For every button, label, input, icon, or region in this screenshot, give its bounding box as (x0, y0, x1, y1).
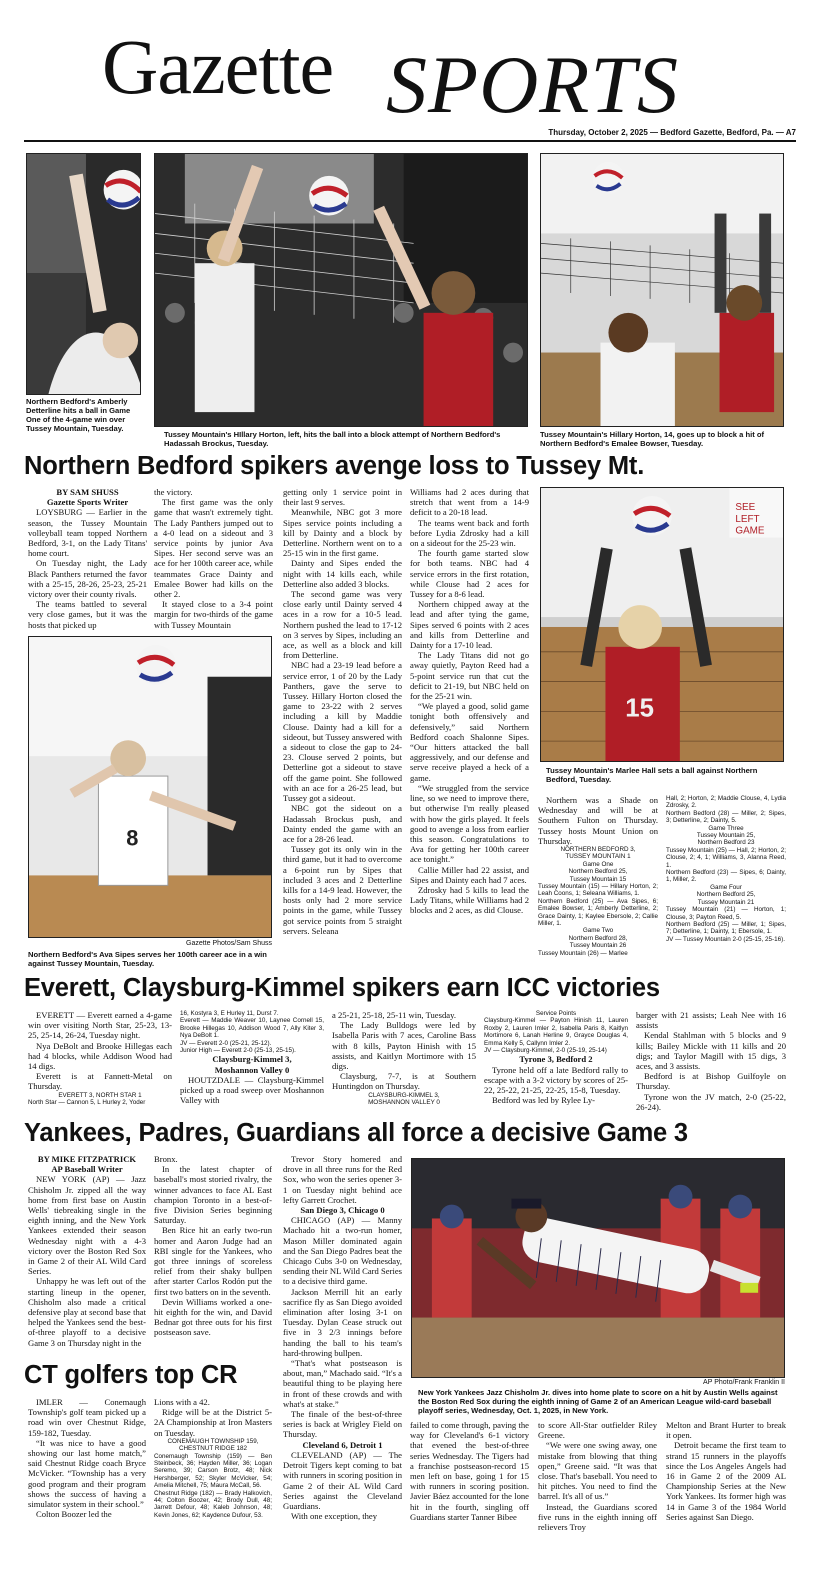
paragraph: Melton and Brant Hurter to break it open. (666, 1420, 786, 1441)
paragraph: Instead, the Guardians scored five runs in the eighth inning off relievers Troy (538, 1501, 657, 1533)
story3-byline: BY MIKE FITZPATRICK (37, 1154, 137, 1164)
subhead: San Diego 3, Chicago 0 (300, 1205, 385, 1216)
paragraph: NBC got the sideout on a Hadassah Brockus push, and Dainty ended the game with an ace for a 28-26 lead. (283, 803, 402, 844)
story3-col6 (666, 1420, 786, 1562)
paragraph: Trevor Story homered and drove in all three runs for the Red Sox, who won the series opener 3-1 on Tuesday night behind ace lefty Garrett Crochet. (283, 1154, 402, 1205)
box-line: Northern Bedford (28) — Miller, 2; Sipes, 3; Detterline, 2; Dainty, 5. (666, 809, 786, 825)
paragraph: Dainty and Sipes ended the night with 14 kills each, while Detterline also added 3 blocks. (283, 558, 402, 589)
story1-byline: BY SAM SHUSS (56, 487, 119, 497)
story1-headline: Northern Bedford spikers avenge loss to Tussey Mt. (24, 452, 645, 480)
paragraph: Tyrone won the JV match, 2-0 (25-22, 26-24). (636, 1091, 786, 1112)
subhead: Cleveland 6, Detroit 1 (302, 1439, 383, 1450)
box-head: NORTHERN BEDFORD 3, (560, 846, 636, 854)
paragraph: Meanwhile, NBC got 3 more Sipes service points including a kill by Dainty and a block by Detterline. Northern went on to a 25-15 win in the first game. (283, 507, 402, 559)
paragraph: The Lady Bulldogs were led by Isabella Paris with 7 aces, Caroline Bass with 8 kills, Payton Hinish with 15 assists, and Kaitlyn Mortimore with 15 digs. (332, 1020, 476, 1072)
photo-horton-block (540, 153, 784, 427)
box-line: Claysburg-Kimmel — Payton Hinish 11, Lauren Roxby 2, Lauren Imler 2, Isabella Paris 8, Kaitlyn Mortimore 6, Lanah Herline 9, Grayce Douglas 4, Emma Kelly 5, Callynn Imler 2. (484, 1017, 628, 1047)
box-line: JV — Everett 2-0 (25-21, 25-12). (180, 1039, 272, 1047)
paragraph: NEW YORK (AP) — Jazz Chisholm Jr. zipped all the way home from first base on Austin Wells' tiebreaking single in the eighth inning, and the New York Yankees extended their season Wednesday night with a 4-3 victory over the Boston Red Sox in Game 2 of their AL Wild Card Series. (28, 1174, 146, 1277)
paragraph: The Lady Titans did not go away quietly, Payton Reed had a 5-point service run that cut the deficit to 21-19, but NBC held on for the 25-21 win. (410, 650, 529, 702)
box-head: MOSHANNON VALLEY 0 (368, 1099, 440, 1107)
story1-role: Gazette Sports Writer (46, 497, 129, 508)
box-line: Tussey Mountain (25) — Hall, 2; Horton, 2; Clouse, 2; 4, 1; Williams, 3, Alanna Reed, 1. (666, 846, 786, 869)
paragraph: “That's what postseason is about, man,” Machado said. “It's a beautiful thing to be playing here in front of these crowds and with what's at stake.” (283, 1358, 402, 1409)
paragraph: failed to come through, paving the way for Cleveland's 6-1 victory that evened the best-of-three series Wednesday. The Tigers had a franchise postseason-record 15 men left on base, going 1 for 15 with runners in scoring position. Javier Báez accounted for the lone hit in the fourth, singling off Guardians starter Tanner Bibee (410, 1420, 529, 1522)
paragraph: EVERETT — Everett earned a 4-game win over visiting North Star, 25-23, 13-25, 25-14, 26-24, Tuesday night. (28, 1010, 172, 1041)
box-head: Tussey Mountain 25, (696, 832, 756, 840)
box-line: Northern Bedford (25) — Miller, 1; Sipes, 7; Detterline, 1; Dainty, 1; Ebersole, 1. (666, 920, 786, 936)
paragraph: It stayed close to a 3-4 point margin for two-thirds of the game with Tussey Mountain (154, 599, 273, 630)
paragraph: The fourth game started slow for both teams. NBC had 4 service errors in the first rotation, while Clouse had 2 aces for Tussey for a 8-6 lead. (410, 548, 529, 600)
caption-hall: Tussey Mountain's Marlee Hall sets a ball against Northern Bedford, Tuesday. (546, 766, 758, 784)
paragraph: Devin Williams worked a one-hit eighth for the win, and David Bednar got three outs for his first postseason save. (154, 1296, 272, 1338)
paragraph: The first game was the only game that wasn't extremely tight. The Lady Panthers jumped out to a 4-0 lead on a sideout and 3 service points by junior Ava Sipes. Her second serve was an ace for her 100th career ace, while teammates Grace Dainty and Emalee Bower had kills on the other 2. (154, 497, 273, 600)
svg-text:8: 8 (126, 825, 139, 851)
photo-sipes-serve (28, 636, 272, 938)
paragraph: Tussey got its only win in the third game, but it had to overcome a 6-point run by Sipes that included 3 aces and 2 Detterline kills for a 14-9 lead. However, the hosts only had 2 more service points in the game, while Tussey got service points from 5 straight servers. Seleana (283, 844, 402, 936)
paragraph: The teams went back and forth before Lydia Zdrosky had a kill on a sideout for the 25-23 win. (410, 517, 529, 549)
story1-col1 (28, 487, 147, 633)
masthead-sports: SPORTS (386, 39, 679, 130)
box-line: JV — Tussey Mountain 2-0 (25-15, 25-16). (666, 935, 785, 943)
box-head: Game Three (708, 824, 744, 832)
paragraph: to score All-Star outfielder Riley Greene. (538, 1420, 657, 1441)
paragraph: Northern was a Shade on Wednesday and will be at Southern Fulton on Thursday. Tussey hosts Mount Union on Thursday. (538, 795, 658, 846)
credit-ap: AP Photo/Frank Franklin II (703, 1379, 785, 1386)
box-head: CHESTNUT RIDGE 182 (178, 1445, 248, 1453)
box-line: 16, Kostyra 3, E Hurley 11, Durst 7. (180, 1010, 279, 1017)
paragraph: Northern chipped away at the lead and after tying the game, Sipes served 6 points with 2 aces and kills from Detterline and Dainty for a 17-10 lead. (410, 599, 529, 651)
paragraph: Bedford is at Bishop Guilfoyle on Thursday. (636, 1071, 786, 1092)
box-line: JV — Claysburg-Kimmel, 2-0 (25-19, 25-14) (484, 1047, 607, 1055)
story3-col2 (154, 1154, 272, 1360)
paragraph: “It was nice to have a good showing our last home match,” said Chestnut Ridge coach Bryce McVicker. “Township has a very good program and their program shows the success of having a simulator system in their school.” (28, 1437, 146, 1510)
paragraph: In the latest chapter of baseball's most storied rivalry, the winner advances to face AL East champion Toronto in a best-of-five Division Series beginning Saturday. (154, 1164, 272, 1226)
box-head: Tussey Mountain 26 (569, 942, 627, 950)
photo-chisholm-dive (411, 1158, 785, 1378)
paragraph: The finale of the best-of-three series is back at Wrigley Field on Thursday. (283, 1409, 402, 1440)
paragraph: The teams battled to several very close games, but it was the hosts that picked up (28, 599, 147, 630)
box-head: Service Points (535, 1010, 577, 1017)
paragraph: Bronx. (154, 1154, 178, 1164)
story3-headline: Yankees, Padres, Guardians all force a decisive Game 3 (24, 1119, 688, 1147)
story1-col6 (666, 795, 786, 975)
story3-col3 (283, 1154, 402, 1562)
photo-hall-set (540, 487, 784, 762)
credit-gazette: Gazette Photos/Sam Shuss (186, 940, 272, 947)
box-head: Game Four (710, 883, 742, 891)
paragraph: Jackson Merrill hit an early sacrifice fly as San Diego avoided elimination after losing 3-1 on Tuesday. Dylan Cease struck out five in 3 2/3 innings before handing the ball to his team's hard-throwing bullpen. (283, 1286, 402, 1358)
story3-role: AP Baseball Writer (51, 1164, 123, 1175)
story2-headline: Everett, Claysburg-Kimmel spikers earn ICC victories (24, 974, 660, 1002)
story2-col1 (28, 1010, 172, 1116)
box-head: Tussey Mountain 21 (697, 898, 755, 906)
caption-chisholm: New York Yankees Jazz Chisholm Jr. dives into home plate to score on a hit by Austin Wells against the Boston Red Sox during the eighth inning of Game 2 of an American League wild-card baseball playoff series, Wednesday, Oct. 1, 2025, in New York. (418, 1388, 778, 1415)
box-head: Northern Bedford 25, (568, 868, 628, 876)
masthead (24, 22, 796, 142)
story1-col3 (283, 487, 402, 973)
svg-text:SEE: SEE (735, 501, 756, 513)
paragraph: Callie Miller had 22 assist, and Sipes and Dainty each had 7 aces. (410, 864, 529, 885)
subhead: Tyrone 3, Bedford 2 (519, 1054, 593, 1065)
paragraph: Kendal Stahlman with 5 blocks and 9 kills; Bailey Mickle with 11 kills and 20 digs; and Taylor Magill with 15 digs, 3 aces, and 3 assists. (636, 1030, 786, 1072)
paragraph: The second game was very close early until Dainty served 4 aces in a row for a 10-5 lead. Northern pushed the lead to 17-12 on 3 serves by Sipes, including an ace, as well as a block and kill from Detterline. (283, 589, 402, 661)
paragraph: Claysburg, 7-7, is at Southern Huntingdon on Thursday. (332, 1071, 476, 1092)
paragraph: a 25-21, 25-18, 25-11 win, Tuesday. (332, 1010, 456, 1020)
story2-col2 (180, 1010, 324, 1116)
paragraph: “We were one swing away, one mistake from blowing that thing open,” Greene said. “It was that close. That's baseball. You need to hit pitches. You need to find the barrel. It's all of us.” (538, 1440, 657, 1502)
paragraph: IMLER — Conemaugh Township's golf team picked up a road win over Chestnut Ridge, 159-182, Tuesday. (28, 1397, 146, 1438)
box-line: Northern Bedford (25) — Ava Sipes, 6; Emalee Bowser, 1; Amberly Detterline, 2; Grace Dainty, 1; Kaylee Ebersole, 2; Callie Miller, 1. (538, 897, 658, 928)
box-line: Junior High — Everett 2-0 (25-13, 25-15). (180, 1047, 296, 1055)
masthead-rule (24, 140, 796, 142)
story1-col5 (538, 795, 658, 975)
masthead-gazette: Gazette (102, 23, 334, 110)
paragraph: Everett is at Fannett-Metal on Thursday. (28, 1071, 172, 1092)
dateline: Thursday, October 2, 2025 — Bedford Gazette, Bedford, Pa. — A7 (548, 128, 796, 137)
box-line: North Star — Cannon 5, L Hurley 2, Yoder (28, 1099, 146, 1107)
story2-col5 (636, 1010, 786, 1116)
svg-text:GAME: GAME (735, 525, 765, 537)
caption-horton-block: Tussey Mountain's Hillary Horton, 14, goes up to block a hit of Northern Bedford's Emalee Bowser, Tuesday. (540, 430, 765, 448)
paragraph: CHICAGO (AP) — Manny Machado hit a two-run homer, Mason Miller dominated again and the San Diego Padres beat the Chicago Cubs 3-0 on Wednesday, sending their NL Wild Card Series to a decisive third game. (283, 1215, 402, 1287)
story3-col1 (28, 1154, 146, 1360)
box-head: Tussey Mountain 15 (569, 875, 627, 883)
paragraph: Lions with a 42. (154, 1397, 210, 1407)
story2-col4 (484, 1010, 628, 1116)
paragraph: Tyrone held off a late Bedford rally to escape with a 3-2 victory by scores of 25-22, 25-22, 21-25, 22-25, 15-8, Tuesday. (484, 1064, 628, 1096)
photo-detterline-hit (26, 153, 141, 395)
paragraph: the victory. (154, 487, 193, 497)
paragraph: Williams had 2 aces during that stretch that went from a 14-9 deficit to a 20-18 lead. (410, 487, 529, 518)
svg-text:15: 15 (625, 694, 654, 723)
paragraph: “We struggled from the service line, so we need to improve there, but otherwise I'm really pleased with how the girls played. It feels good to avenge a loss from earlier this season. Congratulations to Ava for getting her 100th career ace tonight.” (410, 782, 529, 865)
box-head: Northern Bedford 28, (568, 934, 628, 942)
story2-col3 (332, 1010, 476, 1116)
box-line: Chestnut Ridge (182) — Brady Halkovich, 44; Colton Boozer, 42; Brody Dull, 48; Jarrett Defour, 48; Kaleb Johnson, 48; Kevin Jones, 62; Kaydence Dufour, 53. (154, 1489, 272, 1519)
paragraph: Colton Boozer led the (36, 1509, 112, 1520)
paragraph: With one exception, they (291, 1511, 378, 1522)
paragraph: HOUTZDALE — Claysburg-Kimmel picked up a road sweep over Moshannon Valley with (180, 1074, 324, 1106)
paragraph: Nya DeBolt and Brooke Hillegas each had 4 blocks, while Addison Wood had 14 digs. (28, 1040, 172, 1072)
paragraph: “We played a good, solid game tonight both offensively and defensively,” said Northern Bedford coach Shalonne Sipes. “Our hitters attacked the ball aggressively, and our defense and serve receive played a heck of a game. (410, 701, 529, 783)
box-head: Game Two (582, 927, 614, 935)
paragraph: barger with 21 assists; Leah Nee with 16 assists (636, 1010, 786, 1031)
paragraph: CLEVELAND (AP) — The Detroit Tigers kept coming to bat with runners in scoring position in Game 2 of their AL Wild Card Series against the Cleveland Guardians. (283, 1449, 402, 1511)
box-head: EVERETT 3, NORTH STAR 1 (58, 1091, 142, 1099)
box-head: Northern Bedford 25, (696, 891, 756, 899)
paragraph: LOYSBURG — Earlier in the season, the Tussey Mountain volleyball team topped Northern Bedford, 3-1, on the Lady Titans' home court. (28, 507, 147, 559)
paragraph: Detroit became the first team to strand 15 runners in the playoffs since the Los Angeles Angels had 16 in Game 2 of the 2009 AL Championship Series at the New York Yankees. Its former high was 14 in Game 3 of the 1984 World Series against San Diego. (666, 1440, 786, 1522)
story3-col5 (538, 1420, 657, 1562)
caption-horton-hit: Tussey Mountain's HIllary Horton, left, hits the ball into a block attempt of Northern Bedford's Hadassah Brockus, Tuesday. (164, 430, 501, 448)
box-head: Northern Bedford 23 (697, 839, 755, 847)
paragraph: NBC had a 23-19 lead before a service error, 1 of 20 by the Lady Panthers, gave the serve to Tussey. Hillary Horton closed the game to 23-22 with 2 serves including a kill by Maddie Clouse. Dainty had a kill for a sideout, but Tussey answered with a sideout to close the gap to 24-23. Clouse served 2 points, but Detterline got a sideout to stave off the game point. She followed with an ace for a 26-25 lead, but Tussey got a sideout. (283, 660, 402, 804)
subhead: Claysburg-Kimmel 3, (212, 1054, 292, 1065)
box-line: Conemaugh Township (159) — Ben Steinbeck, 36; Hayden Miller, 36; Logan Seremo, 39; Carson Brotz, 48; Nick Hershberger, 52; Skyler McVicker, 54; Amelia Mitchell, 75; Maura McCall, 56. (154, 1452, 272, 1490)
box-line: Tussey Mountain (15) — Hillary Horton, 2; Leah Coons, 1; Seleana Williams, 1. (538, 883, 658, 898)
box-line: Northern Bedford (23) — Sipes, 6; Dainty, 1, Miller, 2. (666, 869, 786, 884)
story4-col1 (28, 1397, 146, 1562)
box-line: Everett — Maddie Weaver 10, Laynee Cornell 15, Brooke Hillegas 10, Addison Wood 7, Ally Kiter 3, Nya DeBolt 1. (180, 1017, 324, 1040)
story4-col2 (154, 1397, 272, 1562)
box-line: Tussey Mountain (26) — Marlee (538, 949, 628, 957)
caption-detterline: Northern Bedford's Amberly Detterline hits a ball in Game One of the 4-game win over Tussey Mountain, Tuesday. (26, 397, 131, 433)
box-head: Game One (582, 860, 614, 868)
story3-col4 (410, 1420, 529, 1562)
subhead: Moshannon Valley 0 (214, 1064, 290, 1075)
box-head: CLAYSBURG-KIMMEL 3, (368, 1091, 440, 1099)
story1-col2 (154, 487, 273, 633)
svg-text:LEFT: LEFT (735, 513, 760, 525)
paragraph: Zdrosky had 5 kills to lead the Lady Titans, while Williams had 2 blocks and 2 aces, as did Clouse. (410, 884, 529, 916)
story1-col4 (410, 487, 529, 973)
paragraph: Unhappy he was left out of the starting lineup in the opener, Chisholm also made a critical defensive play at second base that helped the Yankees send the best-of-three playoff to a decisive Game 3 on Thursday night in the (28, 1276, 146, 1348)
paragraph: getting only 1 service point in their last 9 serves. (283, 487, 402, 508)
box-line: Hall, 2; Horton, 2; Maddie Clouse, 4, Lydia Zdrosky, 2. (666, 795, 786, 810)
paragraph: Ben Rice hit an early two-run homer and Aaron Judge had an RBI single for the Yankees, who got three innings of scoreless relief from their shaky bullpen after starter Carlos Rodón put the first two batters on in the seventh. (154, 1225, 272, 1297)
paragraph: On Tuesday night, the Lady Black Panthers returned the favor with a 25-15, 28-26, 25-23, 25-21 victory over their county rivals. (28, 558, 147, 600)
caption-sipes: Northern Bedford's Ava Sipes serves her 100th career ace in a win against Tussey Mountain, Tuesday. (28, 950, 267, 968)
box-head: TUSSEY MOUNTAIN 1 (565, 853, 631, 861)
paragraph: Ridge will be at the District 5-2A Championship at Iron Masters on Tuesday. (154, 1407, 272, 1438)
box-head: CONEMAUGH TOWNSHIP 159, (167, 1437, 259, 1445)
photo-horton-hit (154, 153, 528, 427)
paragraph: Bedford was led by Rylee Ly- (492, 1095, 595, 1106)
story4-headline: CT golfers top CR (24, 1361, 238, 1389)
box-line: Tussey Mountain (21) — Horton, 1; Clouse, 3; Payton Reed, 5. (666, 906, 786, 921)
